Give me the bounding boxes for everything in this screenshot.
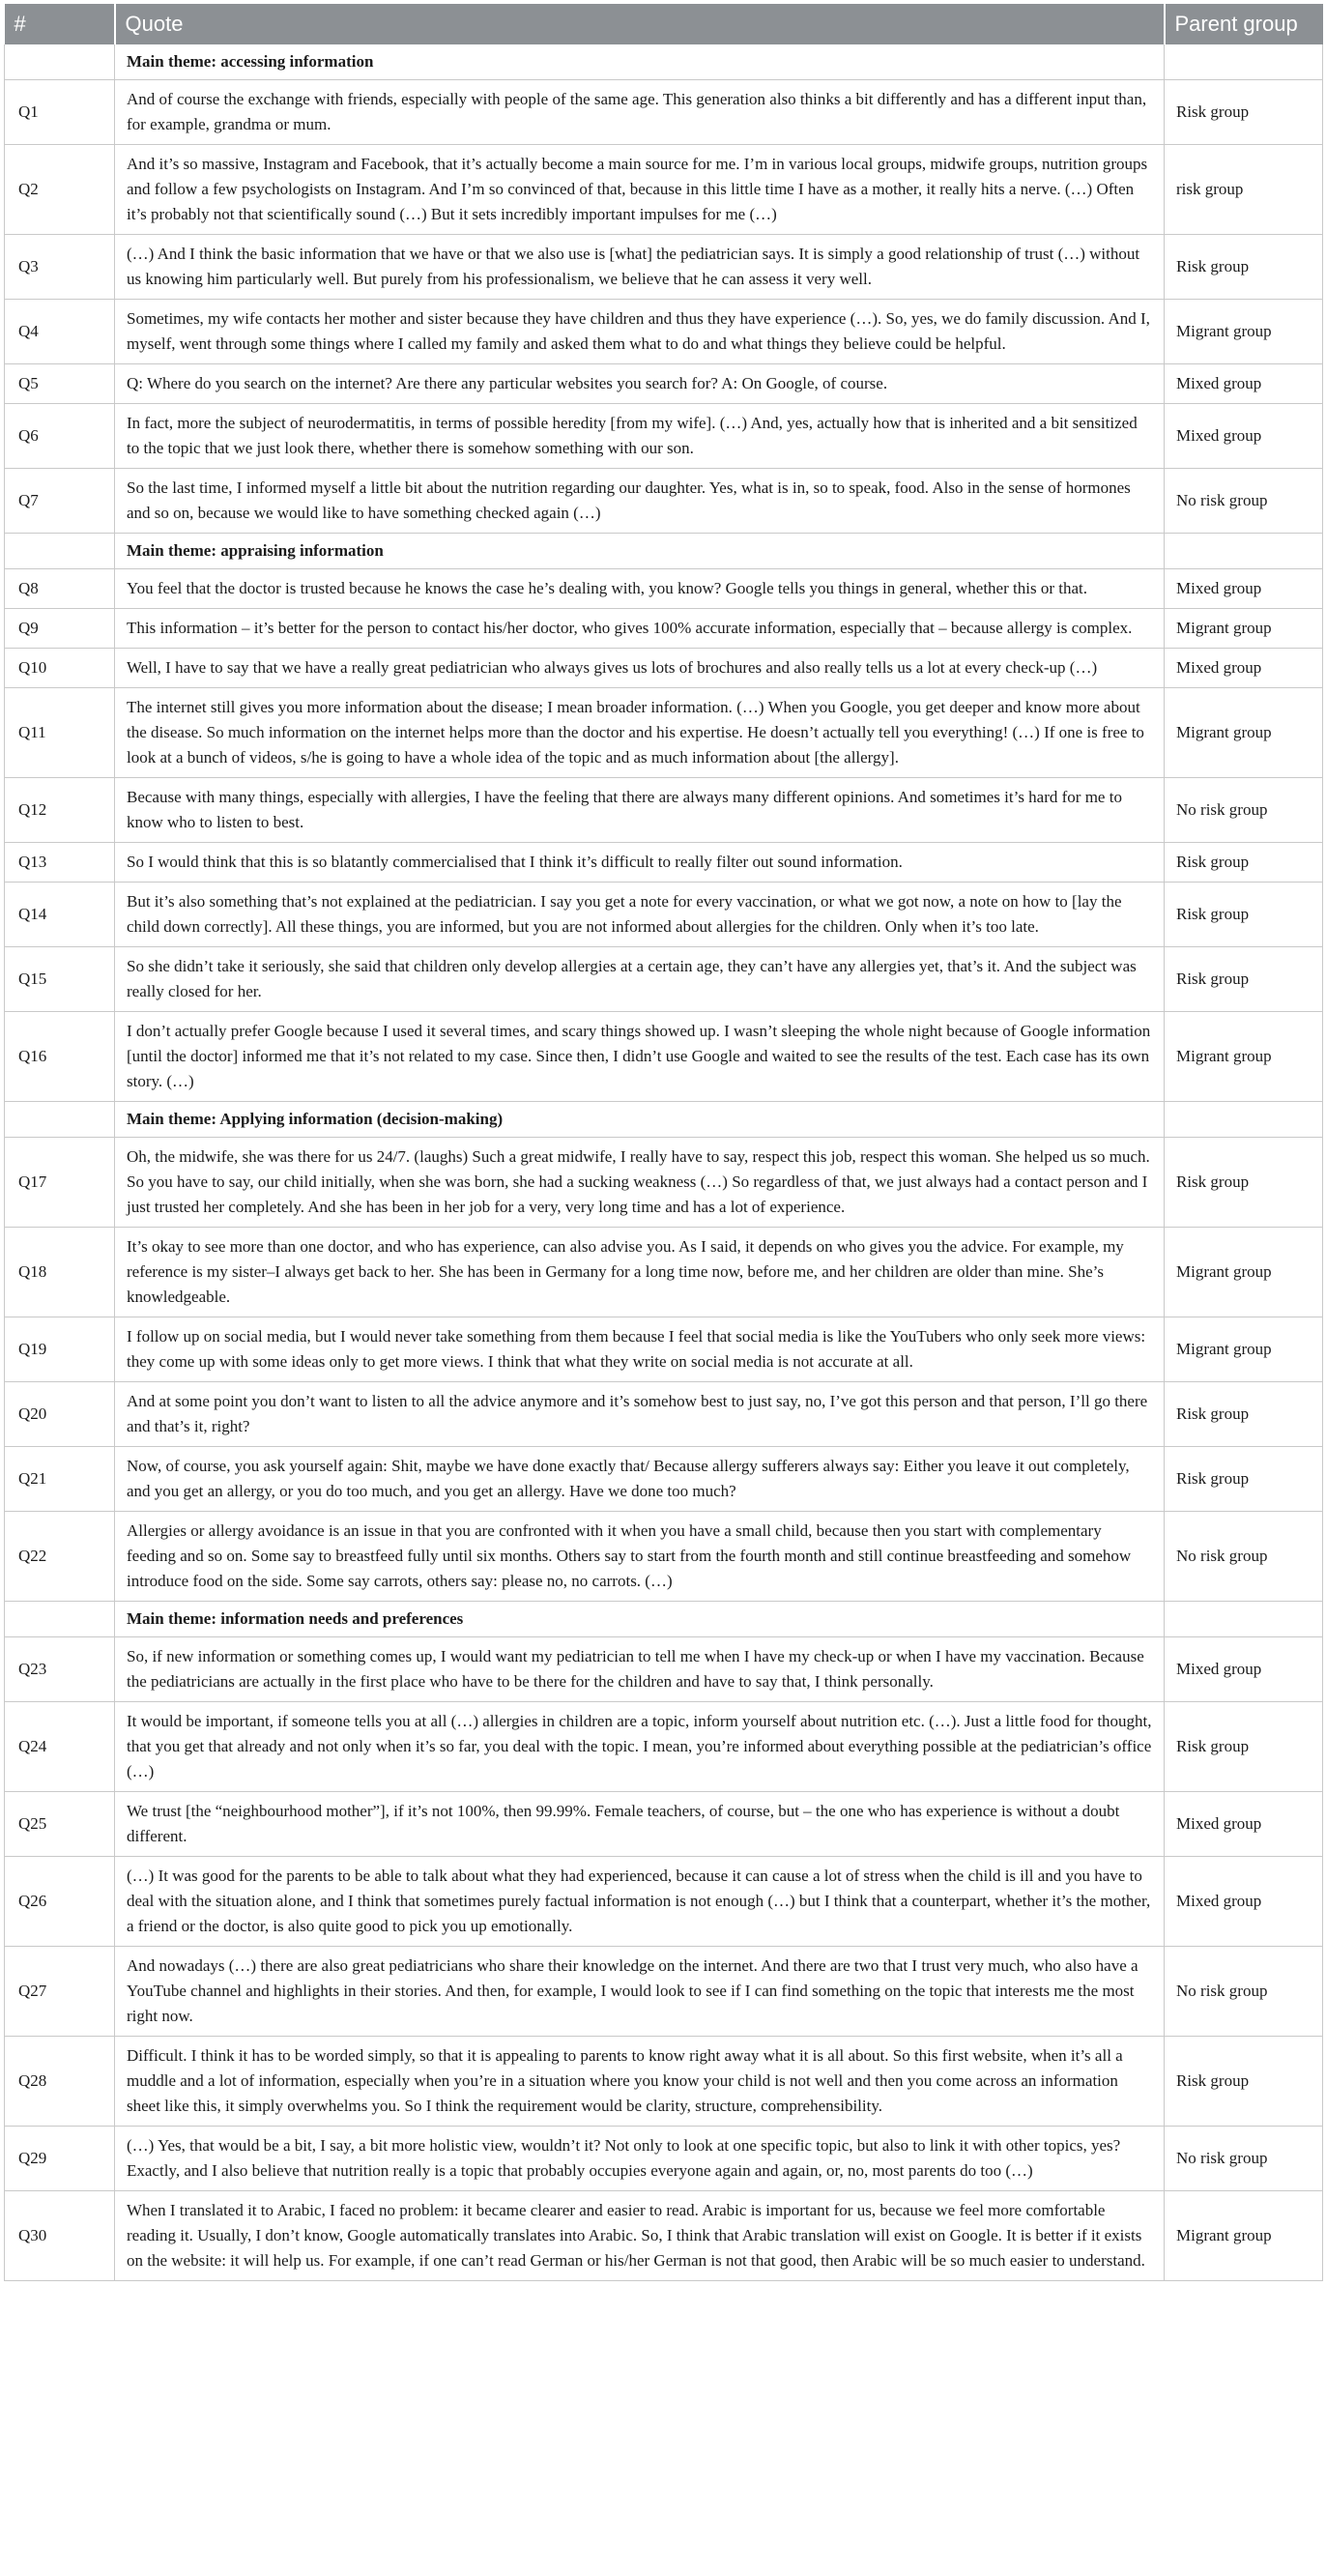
- theme-title: Main theme: Applying information (decision-making): [115, 1102, 1165, 1138]
- theme-title: Main theme: accessing information: [115, 44, 1165, 80]
- quote-text: And it’s so massive, Instagram and Facebook, that it’s actually become a main source for me. I’m in various local groups, midwife groups, nutrition groups and follow a few psychologists on Instagram. And I’m so convinced of that, because in this little time I have as a mother, it really hits a nerve. (…) Often it’s probably not that scientifically sound (…) But it sets incredibly important impulses for me (…): [115, 145, 1165, 235]
- quote-text: But it’s also something that’s not explained at the pediatrician. I say you get a note for every vaccination, or what we got now, a note on how to [lay the child down correctly]. All these things, you are informed, but you are not informed about allergies for the children. Only when it’s too late.: [115, 883, 1165, 947]
- quote-id: Q28: [5, 2037, 115, 2127]
- quote-id: Q12: [5, 778, 115, 843]
- quote-id: Q20: [5, 1382, 115, 1447]
- quote-text: I don’t actually prefer Google because I used it several times, and scary things showed up. I wasn’t sleeping the whole night because of Google information [until the doctor] informed me that it’s not related to my case. Since then, I didn’t use Google and waited to see the results of the test. Each case has its own story. (…): [115, 1012, 1165, 1102]
- parent-group: Mixed group: [1165, 569, 1323, 609]
- table-row: [5, 404, 1323, 469]
- quote-id: Q8: [5, 569, 115, 609]
- quote-id: Q14: [5, 883, 115, 947]
- quote-id: Q17: [5, 1138, 115, 1228]
- quote-id: Q23: [5, 1637, 115, 1702]
- parent-group: Mixed group: [1165, 1857, 1323, 1947]
- parent-group: Migrant group: [1165, 1317, 1323, 1382]
- quote-text: Because with many things, especially with allergies, I have the feeling that there are always many different opinions. And sometimes it’s hard for me to know who to listen to best.: [115, 778, 1165, 843]
- table-row: [5, 1382, 1323, 1447]
- quote-id: Q24: [5, 1702, 115, 1792]
- table-row: [5, 2037, 1323, 2127]
- quote-id: Q29: [5, 2127, 115, 2191]
- table-row: [5, 1138, 1323, 1228]
- table-row: [5, 688, 1323, 778]
- quote-id: Q1: [5, 80, 115, 145]
- parent-group: Mixed group: [1165, 364, 1323, 404]
- parent-group: No risk group: [1165, 1512, 1323, 1602]
- table-row: [5, 609, 1323, 649]
- quote-text: It’s okay to see more than one doctor, and who has experience, can also advise you. As I said, it depends on who gives you the advice. For example, my reference is my sister–I always get back to her. She has been in Germany for a long time now, before me, and her children are older than mine. She’s knowledgeable.: [115, 1228, 1165, 1317]
- theme-row: [5, 44, 1323, 80]
- table-row: [5, 883, 1323, 947]
- quote-text: We trust [the “neighbourhood mother”], if it’s not 100%, then 99.99%. Female teachers, of course, but – the one who has experience is without a doubt different.: [115, 1792, 1165, 1857]
- quote-text: In fact, more the subject of neurodermatitis, in terms of possible heredity [from my wife]. (…) And, yes, actually how that is inherited and a bit sensitized to the topic that we just look there, whether there is somehow something with our son.: [115, 404, 1165, 469]
- parent-group: Migrant group: [1165, 688, 1323, 778]
- quote-text: So I would think that this is so blatantly commercialised that I think it’s difficult to really filter out sound information.: [115, 843, 1165, 883]
- quote-text: (…) And I think the basic information that we have or that we also use is [what] the pediatrician says. It is simply a good relationship of trust (…) without us knowing him particularly well. But purely from his professionalism, we believe that he can assess it very well.: [115, 235, 1165, 300]
- parent-group: Risk group: [1165, 1138, 1323, 1228]
- quote-id: Q19: [5, 1317, 115, 1382]
- quote-id: Q5: [5, 364, 115, 404]
- quote-id: Q15: [5, 947, 115, 1012]
- quote-text: So the last time, I informed myself a little bit about the nutrition regarding our daughter. Yes, what is in, so to speak, food. Also in the sense of hormones and so on, because we would like to have something checked again (…): [115, 469, 1165, 534]
- table-row: [5, 843, 1323, 883]
- theme-empty-id: [5, 44, 115, 80]
- table-row: [5, 1947, 1323, 2037]
- parent-group: Migrant group: [1165, 300, 1323, 364]
- table-row: [5, 649, 1323, 688]
- quote-id: Q21: [5, 1447, 115, 1512]
- table-row: [5, 469, 1323, 534]
- parent-group: Mixed group: [1165, 1792, 1323, 1857]
- quote-id: Q27: [5, 1947, 115, 2037]
- theme-empty-id: [5, 1102, 115, 1138]
- quote-text: Sometimes, my wife contacts her mother and sister because they have children and thus they have experience (…). So, yes, we do family discussion. And I, myself, went through some things where I called my family and asked them what to do and what things they believe could be helpful.: [115, 300, 1165, 364]
- quote-text: So she didn’t take it seriously, she said that children only develop allergies at a certain age, they can’t have any allergies yet, that’s it. And the subject was really closed for her.: [115, 947, 1165, 1012]
- table-row: [5, 1512, 1323, 1602]
- parent-group: No risk group: [1165, 2127, 1323, 2191]
- parent-group: Migrant group: [1165, 1228, 1323, 1317]
- quote-text: So, if new information or something comes up, I would want my pediatrician to tell me when I have my check-up or when I have my vaccination. Because the pediatricians are actually in the first place who have to be there for the children and have to say that, I think personally.: [115, 1637, 1165, 1702]
- quote-text: This information – it’s better for the person to contact his/her doctor, who gives 100% accurate information, especially that – because allergy is complex.: [115, 609, 1165, 649]
- theme-empty-id: [5, 1602, 115, 1637]
- parent-group: Risk group: [1165, 1382, 1323, 1447]
- header-id: #: [5, 4, 115, 44]
- quote-id: Q2: [5, 145, 115, 235]
- parent-group: Migrant group: [1165, 1012, 1323, 1102]
- theme-empty-group: [1165, 534, 1323, 569]
- table-row: [5, 1637, 1323, 1702]
- quote-text: Oh, the midwife, she was there for us 24/7. (laughs) Such a great midwife, I really have to say, respect this job, respect this woman. She helped us so much. So you have to say, our child initially, when she was born, she had a sucking weakness (…) So regardless of that, we just always had a contact person and I just trusted her completely. And she has been in her job for a very, very long time and has a lot of experience.: [115, 1138, 1165, 1228]
- parent-group: Risk group: [1165, 947, 1323, 1012]
- theme-title: Main theme: information needs and preferences: [115, 1602, 1165, 1637]
- quote-text: Difficult. I think it has to be worded simply, so that it is appealing to parents to know right away what it is all about. So this first website, when it’s all a muddle and a lot of information, especially when you’re in a situation where you know your child is not well and then you come across an information sheet like this, it simply overwhelms you. So I think the requirement would be clarity, structure, comprehensibility.: [115, 2037, 1165, 2127]
- parent-group: Risk group: [1165, 80, 1323, 145]
- header-quote: Quote: [115, 4, 1165, 44]
- quote-text: (…) It was good for the parents to be able to talk about what they had experienced, because it can cause a lot of stress when the child is ill and you have to deal with the situation alone, and I think that sometimes purely factual information is not enough (…) but I think that a counterpart, whether it’s the mother, a friend or the doctor, is also quite good to pick you up emotionally.: [115, 1857, 1165, 1947]
- quote-text: And of course the exchange with friends, especially with people of the same age. This generation also thinks a bit differently and has a different input than, for example, grandma or mum.: [115, 80, 1165, 145]
- quote-text: Now, of course, you ask yourself again: Shit, maybe we have done exactly that/ Because allergy sufferers always say: Either you leave it out completely, and you get an allergy, or you do too much, and you get an allergy. Have we done too much?: [115, 1447, 1165, 1512]
- quote-text: You feel that the doctor is trusted because he knows the case he’s dealing with, you know? Google tells you things in general, whether this or that.: [115, 569, 1165, 609]
- parent-group: No risk group: [1165, 1947, 1323, 2037]
- parent-group: risk group: [1165, 145, 1323, 235]
- table-row: [5, 1317, 1323, 1382]
- table-header-row: [5, 4, 1323, 44]
- quote-id: Q26: [5, 1857, 115, 1947]
- quote-id: Q30: [5, 2191, 115, 2281]
- theme-row: [5, 534, 1323, 569]
- table-row: [5, 1012, 1323, 1102]
- quote-text: I follow up on social media, but I would never take something from them because I feel that social media is like the YouTubers who only seek more views: they come up with some ideas only to get more views. I think that what they write on social media is not accurate at all.: [115, 1317, 1165, 1382]
- parent-group: Mixed group: [1165, 404, 1323, 469]
- table-row: [5, 300, 1323, 364]
- theme-row: [5, 1602, 1323, 1637]
- theme-empty-id: [5, 534, 115, 569]
- table-row: [5, 2191, 1323, 2281]
- theme-empty-group: [1165, 1102, 1323, 1138]
- quote-id: Q16: [5, 1012, 115, 1102]
- quote-id: Q18: [5, 1228, 115, 1317]
- quote-id: Q4: [5, 300, 115, 364]
- parent-group: Migrant group: [1165, 2191, 1323, 2281]
- header-parent-group: Parent group: [1165, 4, 1323, 44]
- table-row: [5, 235, 1323, 300]
- quote-id: Q10: [5, 649, 115, 688]
- quote-text: When I translated it to Arabic, I faced no problem: it became clearer and easier to read. Arabic is important for us, because we feel more comfortable reading it. Usually, I don’t know, Google automatically translates into Arabic. So, I think that Arabic translation will exist on Google. It is better if it exists on the website: it will help us. For example, if one can’t read German or his/her German is not that good, then Arabic will be so much easier to understand.: [115, 2191, 1165, 2281]
- table-body: [5, 44, 1323, 2281]
- table-row: [5, 569, 1323, 609]
- parent-group: Risk group: [1165, 883, 1323, 947]
- table-row: [5, 1447, 1323, 1512]
- quote-id: Q6: [5, 404, 115, 469]
- quote-id: Q3: [5, 235, 115, 300]
- quote-text: It would be important, if someone tells you at all (…) allergies in children are a topic, inform yourself about nutrition etc. (…). Just a little food for thought, that you get that already and not only when it’s so far, you deal with the topic. I mean, you’re informed about everything possible at the pediatrician’s office (…): [115, 1702, 1165, 1792]
- table-row: [5, 1792, 1323, 1857]
- quote-text: And at some point you don’t want to listen to all the advice anymore and it’s somehow best to just say, no, I’ve got this person and that person, I’ll go there and that’s it, right?: [115, 1382, 1165, 1447]
- theme-empty-group: [1165, 1602, 1323, 1637]
- table-row: [5, 80, 1323, 145]
- quote-text: The internet still gives you more information about the disease; I mean broader information. (…) When you Google, you get deeper and know more about the disease. So much information on the internet helps more than the doctor and his expertise. He doesn’t actually tell you everything! (…) If one is free to look at a bunch of videos, s/he is going to have a whole idea of the topic and as much information about [the allergy].: [115, 688, 1165, 778]
- quotes-table: [4, 4, 1323, 2281]
- table-row: [5, 1228, 1323, 1317]
- table-row: [5, 2127, 1323, 2191]
- parent-group: Mixed group: [1165, 1637, 1323, 1702]
- quote-text: (…) Yes, that would be a bit, I say, a bit more holistic view, wouldn’t it? Not only to look at one specific topic, but also to link it with other topics, yes? Exactly, and I also believe that nutrition really is a topic that probably occupies everyone again and again, or, no, most parents do too (…): [115, 2127, 1165, 2191]
- theme-title: Main theme: appraising information: [115, 534, 1165, 569]
- parent-group: No risk group: [1165, 778, 1323, 843]
- quote-text: And nowadays (…) there are also great pediatricians who share their knowledge on the internet. And there are two that I trust very much, who also have a YouTube channel and highlights in their stories. And then, for example, I would look to see if I can find something on the topic that interests me the most right now.: [115, 1947, 1165, 2037]
- table-row: [5, 364, 1323, 404]
- parent-group: Migrant group: [1165, 609, 1323, 649]
- parent-group: Risk group: [1165, 843, 1323, 883]
- quote-id: Q13: [5, 843, 115, 883]
- quote-id: Q25: [5, 1792, 115, 1857]
- table-row: [5, 778, 1323, 843]
- quote-text: Allergies or allergy avoidance is an issue in that you are confronted with it when you have a small child, because then you start with complementary feeding and so on. Some say to breastfeed fully until six months. Others say to start from the fourth month and still continue breastfeeding and somehow introduce food on the side. Some say carrots, others say: please no, no carrots. (…): [115, 1512, 1165, 1602]
- parent-group: Risk group: [1165, 1702, 1323, 1792]
- theme-row: [5, 1102, 1323, 1138]
- quote-id: Q11: [5, 688, 115, 778]
- parent-group: Mixed group: [1165, 649, 1323, 688]
- quote-text: Well, I have to say that we have a really great pediatrician who always gives us lots of brochures and also really tells us a lot at every check-up (…): [115, 649, 1165, 688]
- table-row: [5, 947, 1323, 1012]
- table-row: [5, 145, 1323, 235]
- quote-id: Q7: [5, 469, 115, 534]
- table-row: [5, 1857, 1323, 1947]
- theme-empty-group: [1165, 44, 1323, 80]
- parent-group: Risk group: [1165, 2037, 1323, 2127]
- parent-group: No risk group: [1165, 469, 1323, 534]
- quote-id: Q22: [5, 1512, 115, 1602]
- parent-group: Risk group: [1165, 235, 1323, 300]
- quote-id: Q9: [5, 609, 115, 649]
- quote-text: Q: Where do you search on the internet? Are there any particular websites you search for? A: On Google, of course.: [115, 364, 1165, 404]
- parent-group: Risk group: [1165, 1447, 1323, 1512]
- table-row: [5, 1702, 1323, 1792]
